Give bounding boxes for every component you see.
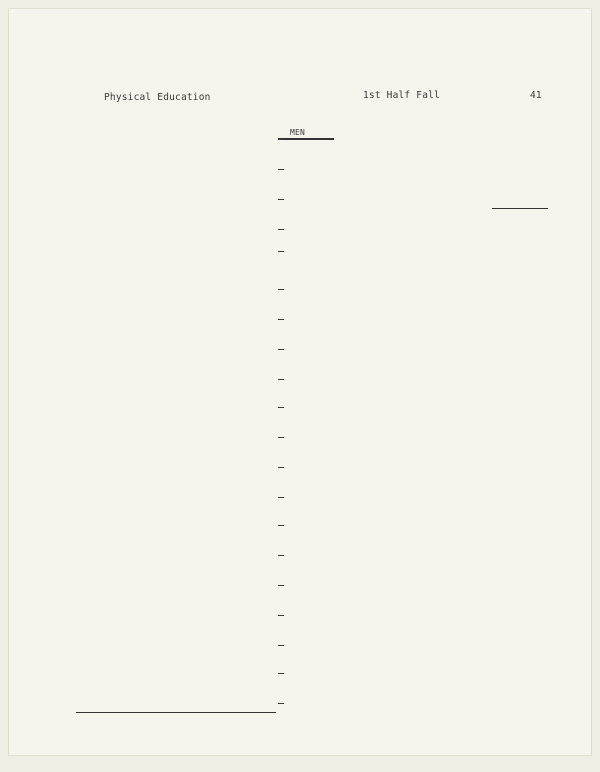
credit-fraction xyxy=(278,407,284,408)
fraction-bar xyxy=(278,645,284,646)
credit-fraction xyxy=(278,645,284,646)
credit-fraction xyxy=(278,251,284,252)
fraction-bar xyxy=(278,437,284,438)
credit-fraction xyxy=(278,497,284,498)
fraction-bar xyxy=(278,497,284,498)
credit-fraction xyxy=(278,319,284,320)
fraction-bar xyxy=(278,407,284,408)
fraction-bar xyxy=(278,379,284,380)
page-number: 41 xyxy=(530,90,542,101)
credit-fraction xyxy=(278,615,284,616)
men-column-label: MEN xyxy=(290,128,306,137)
credit-fraction xyxy=(278,555,284,556)
instructor-strikethrough xyxy=(492,208,548,209)
fraction-bar xyxy=(278,525,284,526)
credit-fraction xyxy=(278,379,284,380)
credit-fraction xyxy=(278,289,284,290)
fraction-bar xyxy=(278,555,284,556)
fraction-bar xyxy=(278,673,284,674)
department-title: Physical Education xyxy=(104,92,211,103)
credit-fraction xyxy=(278,703,284,704)
credit-fraction xyxy=(278,673,284,674)
fraction-bar xyxy=(278,319,284,320)
fraction-bar xyxy=(278,169,284,170)
credit-fraction xyxy=(278,139,284,140)
credit-fraction xyxy=(278,169,284,170)
fraction-bar xyxy=(278,289,284,290)
credit-fraction xyxy=(278,585,284,586)
fraction-bar xyxy=(278,703,284,704)
fraction-bar xyxy=(278,349,284,350)
fraction-bar xyxy=(278,615,284,616)
fraction-bar xyxy=(278,585,284,586)
credit-fraction xyxy=(278,437,284,438)
credit-fraction xyxy=(278,229,284,230)
row-strikethrough xyxy=(76,712,276,713)
fraction-bar xyxy=(278,251,284,252)
credit-fraction xyxy=(278,467,284,468)
fraction-bar xyxy=(278,467,284,468)
fraction-bar xyxy=(278,229,284,230)
schedule-page xyxy=(8,8,592,756)
men-underline xyxy=(278,138,334,140)
credit-fraction xyxy=(278,525,284,526)
fraction-bar xyxy=(278,139,284,140)
credit-fraction xyxy=(278,349,284,350)
credit-fraction xyxy=(278,199,284,200)
fraction-bar xyxy=(278,199,284,200)
term-label: 1st Half Fall xyxy=(363,90,440,101)
